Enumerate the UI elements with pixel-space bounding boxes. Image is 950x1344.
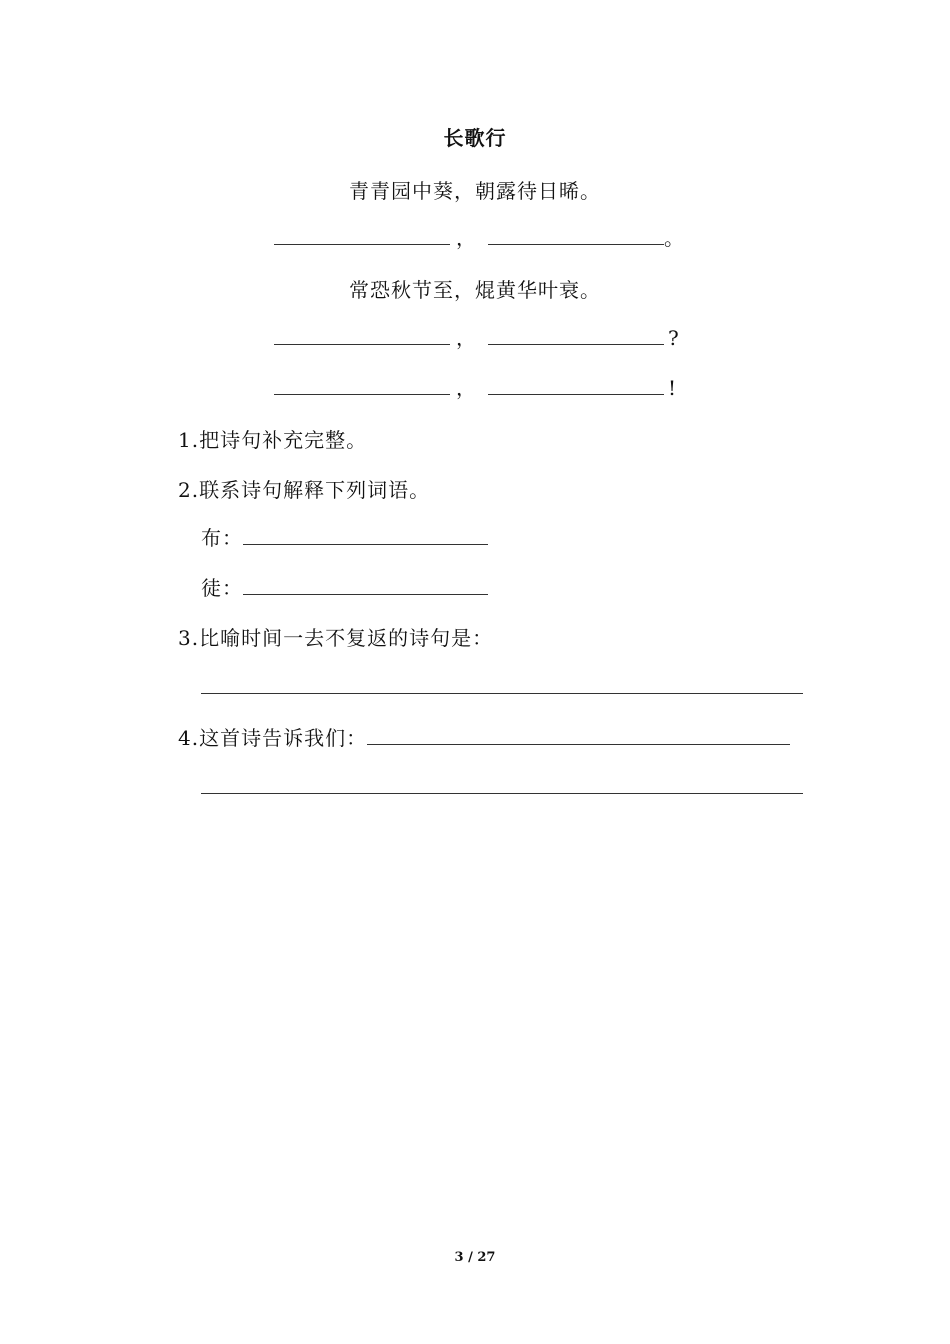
poem-blank-row-3 bbox=[274, 372, 676, 401]
answer-blank-tu[interactable] bbox=[243, 574, 488, 595]
word-row-bu bbox=[201, 522, 488, 551]
poem-blank-1a[interactable] bbox=[274, 224, 450, 245]
poem-blank-3b[interactable] bbox=[488, 374, 664, 395]
poem-blank-row-2 bbox=[274, 322, 679, 351]
poem-blank-2a[interactable] bbox=[274, 324, 450, 345]
question-3: 3.比喻时间一去不复返的诗句是： bbox=[178, 626, 494, 650]
word-row-tu bbox=[201, 572, 488, 601]
poem-blank-2b[interactable] bbox=[488, 324, 664, 345]
page-number: 3 / 27 bbox=[454, 1250, 496, 1265]
comma: ， bbox=[456, 226, 476, 250]
exclamation-mark: ! bbox=[668, 376, 677, 400]
answer-line-q3 bbox=[201, 673, 803, 698]
question-4-row bbox=[178, 722, 790, 751]
answer-blank-q3[interactable] bbox=[201, 673, 803, 694]
answer-blank-q4b[interactable] bbox=[201, 773, 803, 794]
poem-blank-1b[interactable] bbox=[488, 224, 664, 245]
period: 。 bbox=[664, 226, 684, 250]
poem-line-3: 常恐秋节至，焜黄华叶衰。 bbox=[349, 278, 601, 302]
question-2: 2.联系诗句解释下列词语。 bbox=[178, 478, 431, 502]
word-label-bu: 布： bbox=[201, 526, 243, 550]
poem-blank-row-1 bbox=[274, 222, 684, 251]
question-mark: ? bbox=[668, 326, 679, 350]
word-label-tu: 徒： bbox=[201, 576, 243, 600]
comma: ， bbox=[456, 326, 476, 350]
question-1: 1.把诗句补充完整。 bbox=[178, 428, 368, 452]
comma: ， bbox=[456, 376, 476, 400]
answer-blank-q4a[interactable] bbox=[367, 724, 790, 745]
poem-blank-3a[interactable] bbox=[274, 374, 450, 395]
poem-line-1: 青青园中葵，朝露待日晞。 bbox=[349, 179, 601, 203]
answer-blank-bu[interactable] bbox=[243, 524, 488, 545]
answer-line-q4 bbox=[201, 773, 803, 798]
question-4: 4.这首诗告诉我们： bbox=[178, 726, 368, 750]
poem-title: 长歌行 bbox=[443, 126, 507, 150]
